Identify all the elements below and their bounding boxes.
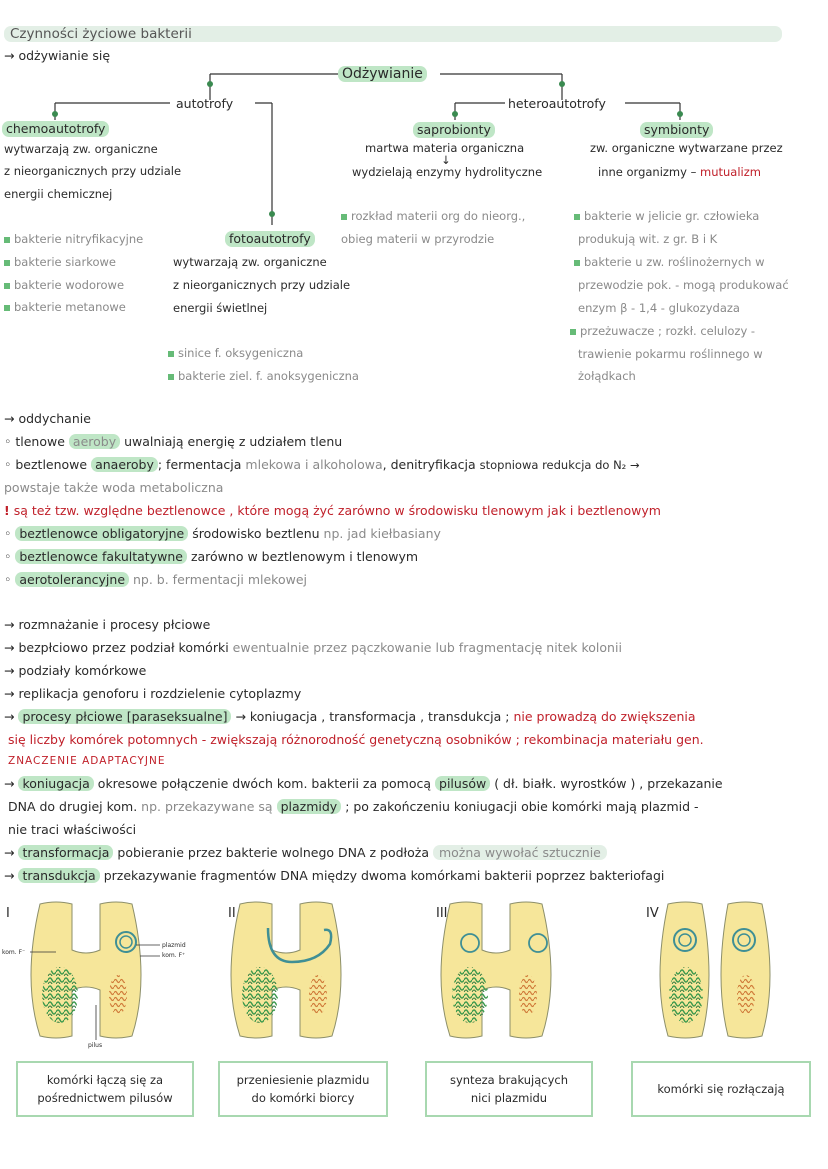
symbio-note: bakterie u zw. roślinożernych w xyxy=(574,254,765,270)
cell-pair-iii xyxy=(441,902,551,1038)
photo-example: bakterie ziel. f. anoksygeniczna xyxy=(168,368,359,384)
sapro-arrow: ↓ xyxy=(441,153,451,167)
sapro-desc-1: martwa materia organiczna xyxy=(365,141,525,155)
photo-desc-1: wytwarzają zw. organiczne xyxy=(173,255,327,269)
cell-right-iv xyxy=(721,902,770,1038)
genophore-orange xyxy=(737,975,755,1015)
symbio-note: żołądkach xyxy=(578,369,636,383)
numeral-iii: III xyxy=(436,906,448,921)
symbio-note: trawienie pokarmu roślinnego w xyxy=(578,347,763,361)
symbio-label: symbionty xyxy=(640,122,713,138)
label-pilus: pilus xyxy=(88,1042,103,1049)
chemo-desc-1: wytwarzają zw. organiczne xyxy=(4,142,158,156)
sapro-label: saprobionty xyxy=(413,122,495,138)
symbio-note: przewodzie pok. - mogą produkować xyxy=(578,278,789,292)
label-donor-cell: kom. F⁺ xyxy=(162,952,186,959)
repro-line: → replikacja genoforu i rozdzielenie cytoplazmy xyxy=(4,686,302,701)
photo-label: fotoautotrofy xyxy=(225,231,315,247)
repro-line: → procesy płciowe [paraseksualne] → koniugacja , transformacja , transdukcja ; nie prowadzą do zwiększenia xyxy=(4,709,696,724)
sapro-note: rozkład materii org do nieorg., xyxy=(341,208,525,224)
repro-line: → podziały komórkowe xyxy=(4,663,147,678)
numeral-iv: IV xyxy=(646,906,659,921)
repro-line: się liczby komórek potomnych - zwiększają różnorodność genetyczną osobników ; rekombinacja materiału gen. xyxy=(8,732,704,747)
caption-step-4: komórki się rozłączają xyxy=(631,1061,811,1117)
photo-desc-3: energii świetlnej xyxy=(173,301,268,315)
caption-step-1: komórki łączą się za pośrednictwem pilusów xyxy=(16,1061,194,1117)
resp-aerobic: ◦ tlenowe aeroby uwalniają energię z udziałem tlenu xyxy=(4,434,343,449)
repro-conjugation: DNA do drugiej kom. np. przekazywane są plazmidy ; po zakończeniu koniugacji obie komórki mają plazmid - xyxy=(8,799,699,814)
repro-line: → bezpłciowo przez podział komórki ewentualnie przez pączkowanie lub fragmentację nitek kolonii xyxy=(4,640,622,655)
tree-root: Odżywianie xyxy=(338,66,427,82)
resp-facultative-note: ! są też tzw. względne beztlenowce , które mogą żyć zarówno w środowisku tlenowym jak i beztlenowym xyxy=(4,503,661,518)
symbio-note: bakterie w jelicie gr. człowieka xyxy=(574,208,759,224)
numeral-i: I xyxy=(6,906,10,921)
label-recipient-cell: kom. F⁻ xyxy=(2,949,26,956)
chemo-example: bakterie nitryfikacyjne xyxy=(4,231,143,247)
page-title: Czynności życiowe bakterii xyxy=(4,26,782,42)
repro-transformation: → transformacja pobieranie przez bakterie wolnego DNA z podłoża można wywołać sztucznie xyxy=(4,845,607,861)
chemo-desc-2: z nieorganicznych przy udziale xyxy=(4,164,182,178)
symbio-note: produkują wit. z gr. B i K xyxy=(578,232,718,246)
genophore-orange xyxy=(109,975,127,1015)
resp-obligate: ◦ beztlenowce obligatoryjne środowisko beztlenu np. jad kiełbasiany xyxy=(4,526,441,541)
genophore-green xyxy=(42,967,78,1023)
numeral-ii: II xyxy=(228,906,236,921)
chemo-example: bakterie metanowe xyxy=(4,299,126,315)
genophore-orange xyxy=(309,975,327,1015)
sapro-note: obieg materii w przyrodzie xyxy=(341,232,495,246)
section-reproduction: → rozmnażanie i procesy płciowe xyxy=(4,617,211,632)
photo-desc-2: z nieorganicznych przy udziale xyxy=(173,278,351,292)
label-plasmid: plazmid xyxy=(162,942,186,949)
resp-facultative: ◦ beztlenowce fakultatywne zarówno w beztlenowym i tlenowym xyxy=(4,549,419,564)
symbio-note: przeżuwacze ; rozkł. celulozy - xyxy=(570,323,755,339)
repro-transduction: → transdukcja przekazywanie fragmentów DNA między dwoma komórkami bakterii poprzez bakteriofagi xyxy=(4,868,665,883)
caption-step-2: przeniesienie plazmidu do komórki biorcy xyxy=(218,1061,388,1117)
resp-anaerobic: ◦ beztlenowe anaeroby ; fermentacja mlekowa i alkoholowa, denitryfikacja stopniowa redukcja do N₂ → xyxy=(4,457,640,472)
repro-conjugation: → koniugacja okresowe połączenie dwóch kom. bakterii za pomocą pilusów ( dł. białk. wyrostków ) , przekazanie xyxy=(4,776,723,791)
cell-pair-ii xyxy=(231,902,341,1038)
photo-example: sinice f. oksygeniczna xyxy=(168,345,303,361)
chemo-example: bakterie wodorowe xyxy=(4,277,124,293)
repro-adaptive: ZNACZENIE ADAPTACYJNE xyxy=(8,755,166,767)
symbio-note: enzym β - 1,4 - glukozydaza xyxy=(578,301,740,315)
symbio-desc-2: inne organizmy – mutualizm xyxy=(598,165,761,179)
resp-aerotolerant: ◦ aerotolerancyjne np. b. fermentacji mlekowej xyxy=(4,572,308,587)
caption-step-3: synteza brakujących nici plazmidu xyxy=(425,1061,593,1117)
section-nutrition: → odżywianie się xyxy=(4,48,111,63)
symbio-desc-1: zw. organiczne wytwarzane przez xyxy=(590,141,783,155)
repro-conjugation: nie traci właściwości xyxy=(8,822,137,837)
tree-heterotrophs: heteroautotrofy xyxy=(508,96,606,111)
tree-autotrophs: autotrofy xyxy=(176,96,234,111)
genophore-green xyxy=(452,967,488,1023)
section-respiration: → oddychanie xyxy=(4,411,91,426)
sapro-desc-2: wydzielają enzymy hydrolityczne xyxy=(352,165,543,179)
genophore-green xyxy=(669,967,703,1023)
chemo-label: chemoautotrofy xyxy=(2,121,109,137)
cell-pair-i xyxy=(31,902,141,1038)
resp-water: powstaje także woda metaboliczna xyxy=(4,480,224,495)
chemo-example: bakterie siarkowe xyxy=(4,254,116,270)
genophore-green xyxy=(242,967,278,1023)
genophore-orange xyxy=(519,975,537,1015)
chemo-desc-3: energii chemicznej xyxy=(4,187,113,201)
